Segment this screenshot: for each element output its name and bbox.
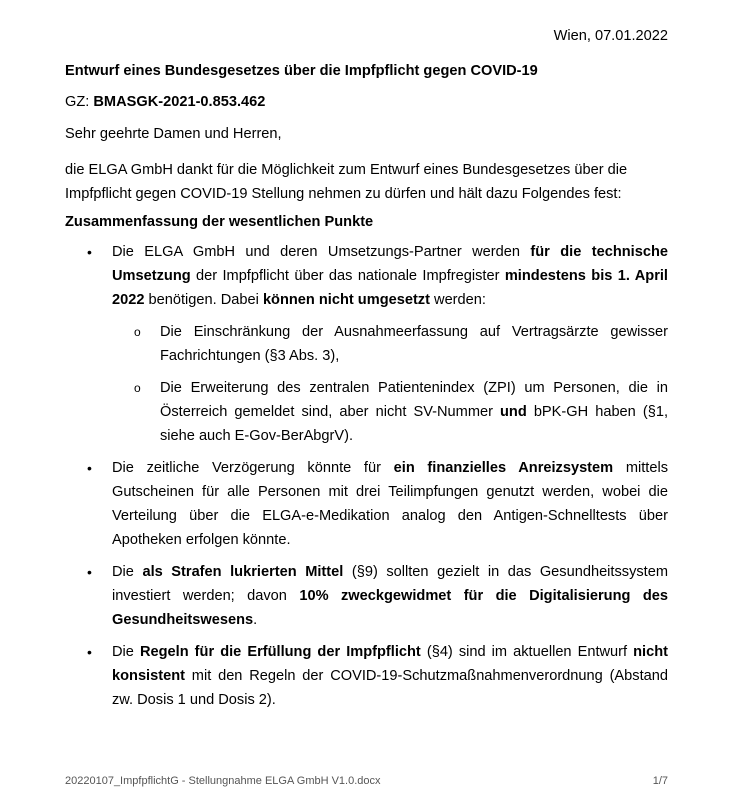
bullet-marker: • (87, 644, 92, 660)
salutation: Sehr geehrte Damen und Herren, (65, 126, 282, 142)
bold-span: nicht konsistent (112, 644, 669, 684)
bullet-marker: • (87, 460, 92, 476)
intro-paragraph: die ELGA GmbH dankt für die Möglichkeit zum Entwurf eines Bundesgesetzes über die Impfpflicht gegen COVID-19 Stellung nehmen zu dürfen und hält dazu Folgendes fest: (65, 162, 628, 202)
text-span: (§9) sollten gezielt in das Gesundheitssystem investiert werden; davon (112, 564, 668, 604)
bold-span: als Strafen lukrierten Mittel (142, 564, 344, 580)
sub-bullet-marker: o (134, 325, 141, 339)
document-date: Wien, 07.01.2022 (553, 28, 668, 44)
text-span: Die zeitliche Verzögerung könnte für (112, 460, 394, 476)
text-span: (§4) sind im aktuellen Entwurf (420, 644, 634, 660)
text-span: der Impfpflicht über das nationale Impfregister (190, 268, 505, 284)
bold-span: und (500, 404, 527, 420)
bold-span: können nicht umgesetzt (262, 292, 430, 308)
sub-item-patient-index (160, 376, 668, 448)
footer-filename: 20220107_ImpfpflichtG - Stellungnahme ELGA GmbH V1.0.docx (65, 775, 381, 787)
gz-label: GZ: (65, 94, 94, 110)
sub-item-exemption: Die Einschränkung der Ausnahmeerfassung auf Vertragsärzte gewisser Fachrichtungen (§3 Abs. 3), (160, 324, 668, 364)
footer-page-number: 1/7 (652, 775, 668, 787)
text-span: benötigen. Dabei (144, 292, 263, 308)
bold-span: für die technische Umsetzung (112, 244, 668, 284)
text-span: werden: (429, 292, 486, 308)
text-span: Die (112, 644, 140, 660)
bullet-item-technical (112, 240, 668, 312)
text-span: bPK-GH haben (§1, siehe auch E-Gov-BerAbgrV). (160, 404, 668, 444)
text-span: Die ELGA GmbH und deren Umsetzungs-Partner werden (112, 244, 531, 260)
text-span: . (253, 612, 258, 628)
reference-number (65, 94, 265, 110)
text-span: mittels Gutscheinen für alle Personen mit drei Teilimpfungen genutzt werden, wobei die Verteilung über die ELGA-e-Medikation analog den Antigen-Schnelltests über Apotheken erfolgen könnte. (112, 460, 668, 548)
bullet-marker: • (87, 244, 92, 260)
bullet-item-penalties (112, 560, 668, 632)
sub-bullet-marker: o (134, 381, 141, 395)
document-title: Entwurf eines Bundesgesetzes über die Impfpflicht gegen COVID-19 (65, 63, 538, 79)
bullet-item-incentive (112, 456, 668, 552)
text-span: mit den Regeln der COVID-19-Schutzmaßnahmenverordnung (Abstand zw. Dosis 1 und Dosis 2). (112, 668, 668, 708)
bold-span: 10% zweckgewidmet für die Digitalisierung des Gesundheitswesens (112, 588, 668, 628)
bold-span: ein finanzielles Anreizsystem (393, 460, 614, 476)
gz-value: BMASGK-2021-0.853.462 (93, 94, 266, 110)
bullet-item-rules (112, 640, 668, 712)
text-span: Die (112, 564, 143, 580)
bullet-marker: • (87, 564, 92, 580)
bold-span: Regeln für die Erfüllung der Impfpflicht (139, 644, 421, 660)
summary-heading: Zusammenfassung der wesentlichen Punkte (65, 214, 374, 230)
text-span: Die Erweiterung des zentralen Patientenindex (ZPI) um Personen, die in Österreich gemeldet sind, aber nicht SV-Nummer (160, 380, 668, 420)
bold-span: mindestens bis 1. April 2022 (112, 268, 668, 308)
